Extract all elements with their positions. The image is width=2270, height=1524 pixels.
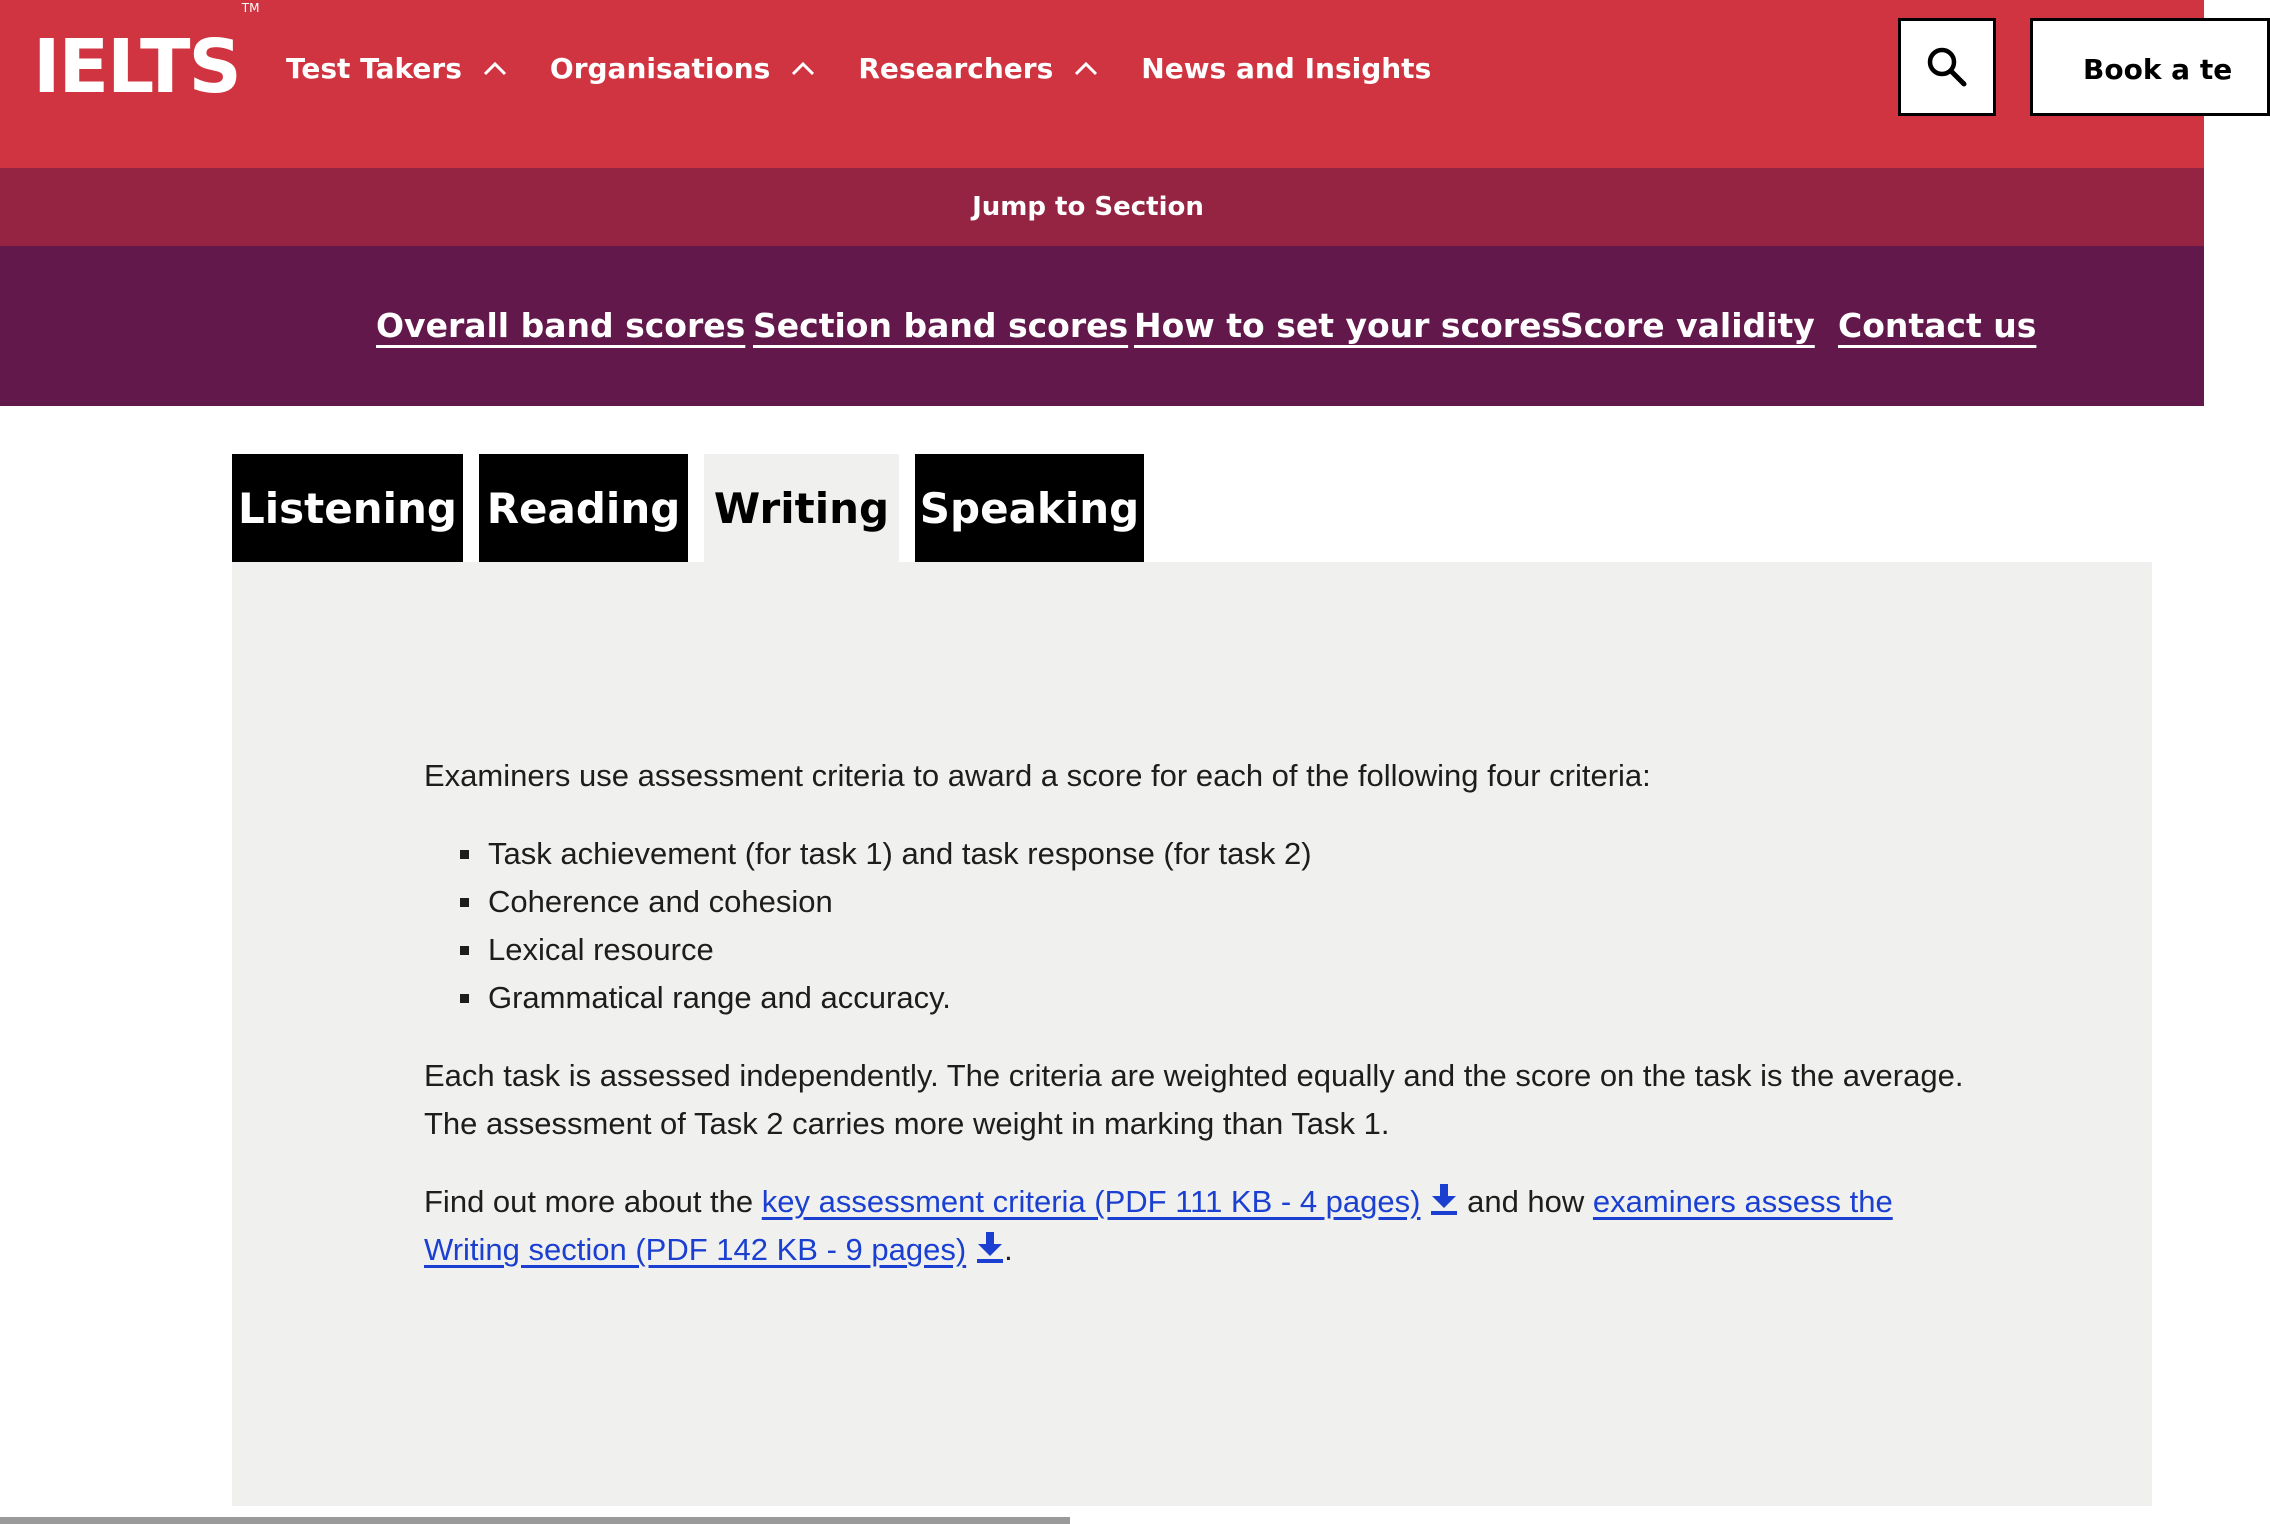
nav-test-takers[interactable] xyxy=(286,52,508,85)
link-how-to-set-your-scores[interactable]: How to set your scores xyxy=(1134,306,1562,345)
bullet xyxy=(460,994,469,1003)
nav-researchers[interactable] xyxy=(858,52,1099,85)
search-icon xyxy=(1925,45,1969,89)
find-out-more-text: Find out more about the key assessment criteria (PDF 111 KB - 4 pages) and how examiners assess the Writing section (PDF 142 KB - 9 pages) . xyxy=(424,1184,1893,1267)
chevron-up-icon xyxy=(790,56,816,82)
main-nav xyxy=(286,52,1473,85)
tab-writing[interactable]: Writing xyxy=(704,454,899,562)
list-item: Lexical resource xyxy=(424,926,1984,974)
bullet xyxy=(460,946,469,955)
link-score-validity[interactable]: Score validity xyxy=(1560,306,1815,345)
jump-to-section-bar[interactable] xyxy=(0,168,2204,246)
tab-reading[interactable]: Reading xyxy=(479,454,688,562)
bullet xyxy=(460,850,469,859)
criteria-list xyxy=(424,830,1984,1022)
download-icon[interactable] xyxy=(976,1230,1004,1264)
search-button[interactable] xyxy=(1898,18,1996,116)
nav-news-and-insights[interactable] xyxy=(1141,52,1431,85)
link-section-band-scores[interactable]: Section band scores xyxy=(753,306,1129,345)
scrollbar[interactable] xyxy=(0,1517,1070,1524)
site-header xyxy=(0,0,2233,168)
list-item: Task achievement (for task 1) and task response (for task 2) xyxy=(424,830,1984,878)
nav-label: News and Insights xyxy=(1141,52,1432,85)
link-contact-us[interactable]: Contact us xyxy=(1838,306,2037,345)
nav-label: Organisations xyxy=(549,52,771,85)
list-item: Coherence and cohesion xyxy=(424,878,1984,926)
writing-content xyxy=(424,752,1984,1274)
bullet xyxy=(460,898,469,907)
examiners-assess-writing-link[interactable]: examiners assess the Writing section (PDF 142 KB - 9 pages) xyxy=(424,1184,1893,1267)
tab-speaking[interactable]: Speaking xyxy=(915,454,1144,562)
nav-organisations[interactable] xyxy=(550,52,816,85)
download-icon[interactable] xyxy=(1430,1182,1458,1216)
weighting-text: Each task is assessed independently. The criteria are weighted equally and the score on the task is the average. The assessment of Task 2 carries more weight in marking than Task 1. xyxy=(424,1058,1964,1141)
chevron-up-icon xyxy=(1073,56,1099,82)
link-overall-band-scores[interactable]: Overall band scores xyxy=(376,306,746,345)
ielts-logo[interactable]: IELTS™ xyxy=(33,1,260,110)
book-a-test-button[interactable]: Book a te xyxy=(2030,18,2270,116)
tab-listening[interactable]: Listening xyxy=(232,454,463,562)
nav-label: Researchers xyxy=(858,52,1054,85)
nav-label: Test Takers xyxy=(286,52,462,85)
section-links-bar xyxy=(0,246,2204,406)
intro-text: Examiners use assessment criteria to award a score for each of the following four criteria: xyxy=(424,758,1651,793)
key-assessment-criteria-link[interactable]: key assessment criteria (PDF 111 KB - 4 pages) xyxy=(761,1184,1421,1219)
list-item: Grammatical range and accuracy. xyxy=(424,974,1984,1022)
jump-to-section-label: Jump to Section xyxy=(972,192,1204,222)
chevron-up-icon xyxy=(482,56,508,82)
